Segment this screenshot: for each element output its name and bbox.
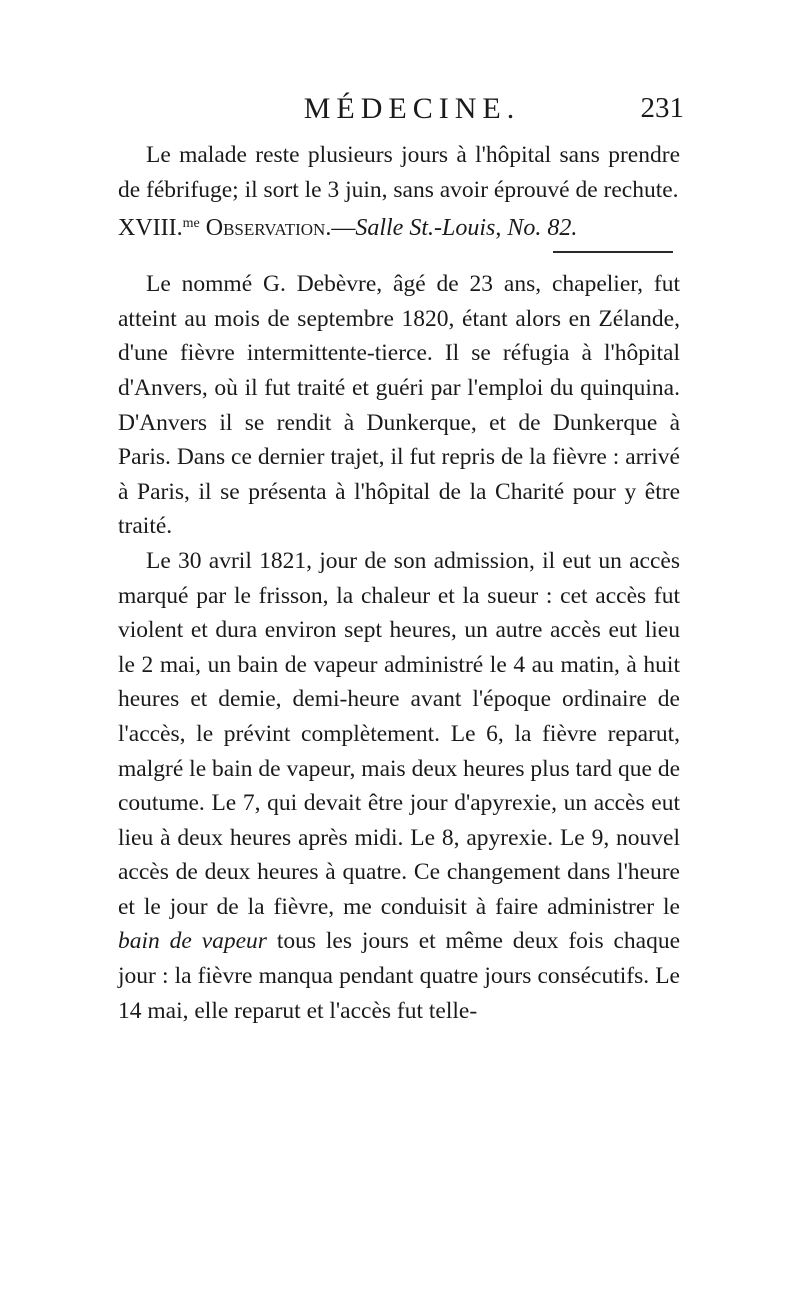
observation-suffix: me [182,216,200,232]
heading-rule [553,251,673,253]
observation-heading [118,207,680,245]
paragraph-closing: Le malade reste plusieurs jours à l'hôpital sans prendre de fébrifuge; il sort le 3 juin, sans avoir éprouvé de rechute. [118,142,680,203]
page-header [140,92,684,132]
observation-number: XVIII. [118,215,183,242]
paragraph-treatment [118,544,680,1028]
bed-number: No. 82. [507,215,578,242]
running-head: MÉDECINE. [303,92,521,125]
treatment-text-start: Le 30 avril 1821, jour de son admission, il eut un accès marqué par le frisson, la chaleur et la sueur : cet accès fut violent et dura environ sept heures, un autre accès eut lieu le 2 mai, un bain de vapeur administré le 4 au matin, à huit heures et demie, demi-heure avant l'époque ordinaire de l'accès, le prévint complètement. Le 6, la fièvre reparut, malgré le bain de vapeur, mais deux heures plus tard que de coutume. Le 7, qui devait être jour d'apyrexie, un accès eut lieu à deux heures après midi. Le 8, apyrexie. Le 9, nouvel accès de deux heures à quatre. Ce changement dans l'heure et le jour de la fièvre, me conduisit à faire administrer le [118,547,680,920]
body-text [118,138,680,1028]
ward-name: Salle St.-Louis [355,215,496,242]
page-number: 231 [640,92,684,124]
heading-comma: , [495,215,508,242]
observation-label: Observation. [205,215,332,242]
paragraph-case-history: Le nommé G. Debèvre, âgé de 23 ans, chapelier, fut atteint au mois de septembre 1820, étant alors en Zélande, d'une fièvre intermittente-tierce. Il se réfugia à l'hôpital d'Anvers, où il fut traité et guéri par l'emploi du quinquina. D'Anvers il se rendit à Dunkerque, et de Dunkerque à Paris. Dans ce dernier trajet, il fut repris de la fièvre : arrivé à Paris, il se présenta à l'hôpital de la Charité pour y être traité. [118,271,680,540]
treatment-text-end: tous les jours et même deux fois chaque jour : la fièvre manqua pendant quatre jours consécutifs. Le 14 mai, elle reparut et l'accès fut telle- [118,928,681,1024]
treatment-emphasis: bain de vapeur [118,928,267,955]
heading-dash: — [331,215,356,242]
